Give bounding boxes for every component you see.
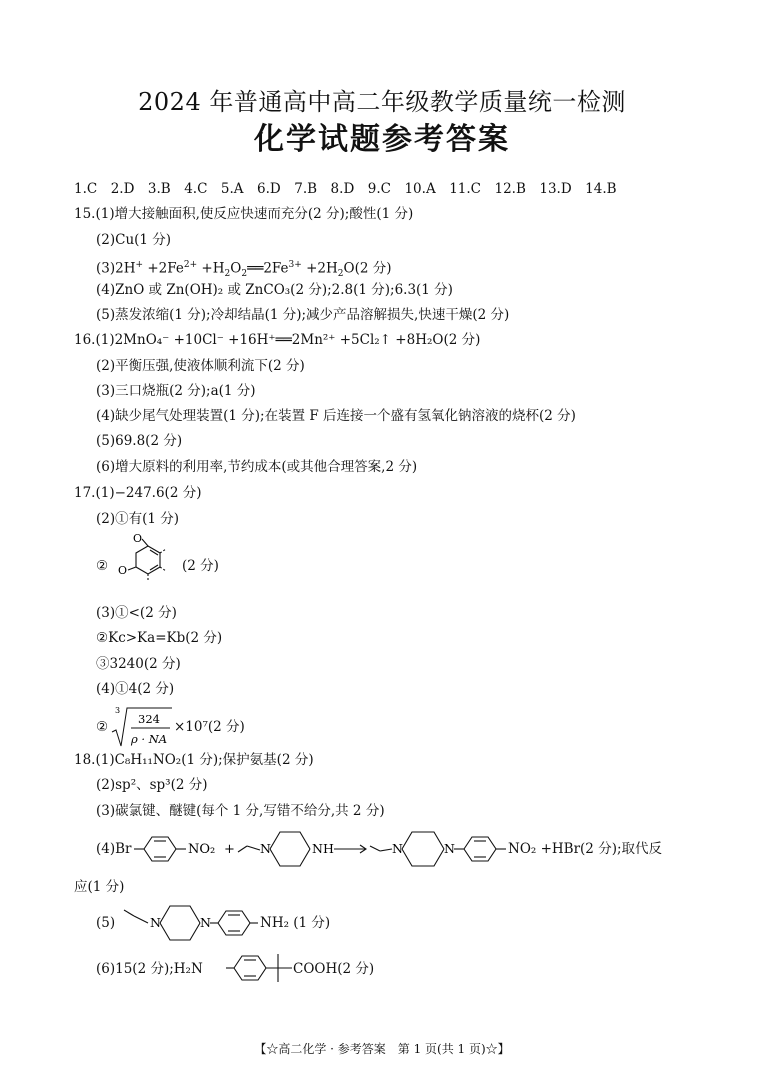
q18-line2: (2)sp²、sp³(2 分) [96, 777, 208, 793]
q18-line1: 18.(1)C₈H₁₁NO₂(1 分);保护氨基(2 分) [74, 752, 314, 768]
root-index: 3 [115, 706, 121, 715]
choice-answers: 1.C 2.D 3.B 4.C 5.A 6.D 7.B 8.D 9.C 10.A 11.C 12.B 13.D 14.B [74, 181, 617, 197]
document-subtitle: 化学试题参考答案 [254, 122, 510, 157]
nitrogen-atom-5: N [200, 915, 211, 930]
oxygen-label-left: O [118, 564, 128, 577]
q18-line6-suffix: COOH(2 分) [293, 961, 375, 977]
q18-line5-suffix: NH₂ (1 分) [260, 915, 331, 931]
q18-line3: (3)碳氯键、醚键(每个 1 分,写错不给分,共 2 分) [96, 803, 385, 819]
q17-line2: (2)①有(1 分) [96, 511, 180, 527]
q15-line4: (4)ZnO 或 Zn(OH)₂ 或 ZnCO₃(2 分);2.8(1 分);6.3(1 分) [96, 282, 453, 298]
plus-sign: + [224, 842, 235, 857]
q17-line6: ③3240(2 分) [96, 656, 181, 672]
nitrogen-atom-4: N [150, 915, 161, 930]
q15-line2: (2)Cu(1 分) [96, 232, 172, 248]
product-structure [118, 896, 278, 950]
q15-line1: 15.(1)增大接触面积,使反应快速而充分(2 分);酸性(1 分) [74, 206, 414, 222]
q16-line4: (4)缺少尾气处理装置(1 分);在装置 F 后连接一个盛有氢氧化钠溶液的烧杯(2 分) [96, 408, 576, 424]
aminophenyl-acid-structure [226, 944, 298, 994]
q17-line3-suffix: (2 分) [182, 558, 219, 574]
q17-line5: ②Kc>Ka=Kb(2 分) [96, 630, 223, 646]
q18-line4-prefix: (4)Br [96, 841, 132, 857]
q17-line3-prefix: ② [96, 558, 109, 574]
oxygen-label-top: O [133, 532, 143, 545]
q16-line2: (2)平衡压强,使液体顺利流下(2 分) [96, 358, 305, 374]
q17-line4: (3)①<(2 分) [96, 605, 177, 621]
q17-line7: (4)①4(2 分) [96, 681, 175, 697]
cube-root-expression [110, 704, 174, 750]
fraction-denominator: ρ · NA [131, 732, 168, 746]
document-title: 2024 年普通高中高二年级教学质量统一检测 [138, 88, 626, 116]
q18-line5-prefix: (5) [96, 915, 116, 931]
q18-line4-suffix: NO₂ +HBr(2 分);取代反 [508, 841, 663, 857]
q16-line6: (6)增大原料的利用率,节约成本(或其他合理答案,2 分) [96, 459, 418, 475]
page-footer: 【☆高二化学 · 参考答案 第 1 页(共 1 页)☆】 [254, 1042, 510, 1056]
q18-line4-continued: 应(1 分) [74, 879, 125, 895]
q16-line5: (5)69.8(2 分) [96, 433, 183, 449]
q16-line1: 16.(1)2MnO₄⁻ +10Cl⁻ +16H⁺══2Mn²⁺ +5Cl₂↑ +8H₂O(2 分) [74, 332, 481, 348]
q15-line5: (5)蒸发浓缩(1 分);冷却结晶(1 分);减少产品溶解损失,快速干燥(2 分) [96, 307, 510, 323]
nitro-group-1: NO₂ [188, 842, 216, 857]
q17-line8-suffix: ×10⁷(2 分) [174, 719, 245, 735]
quinone-structure [110, 532, 180, 594]
q16-line3: (3)三口烧瓶(2 分);a(1 分) [96, 383, 256, 399]
q18-line6-prefix: (6)15(2 分);H₂N [96, 961, 203, 977]
nitrogen-atom-3: N [444, 841, 455, 856]
nitrogen-atom-2: N [392, 841, 403, 856]
q17-line8-prefix: ② [96, 719, 109, 735]
nitrogen-atom: N [260, 841, 271, 856]
q17-line1: 17.(1)−247.6(2 分) [74, 485, 202, 501]
nh-group: NH [312, 841, 334, 856]
q15-line3: $(3)2H^+ +2Fe^{2+}$ $+H_2O_2══2Fe^{3+} +2H_2O(2$ 分) [96, 260, 392, 280]
fraction-numerator: 324 [138, 712, 160, 726]
